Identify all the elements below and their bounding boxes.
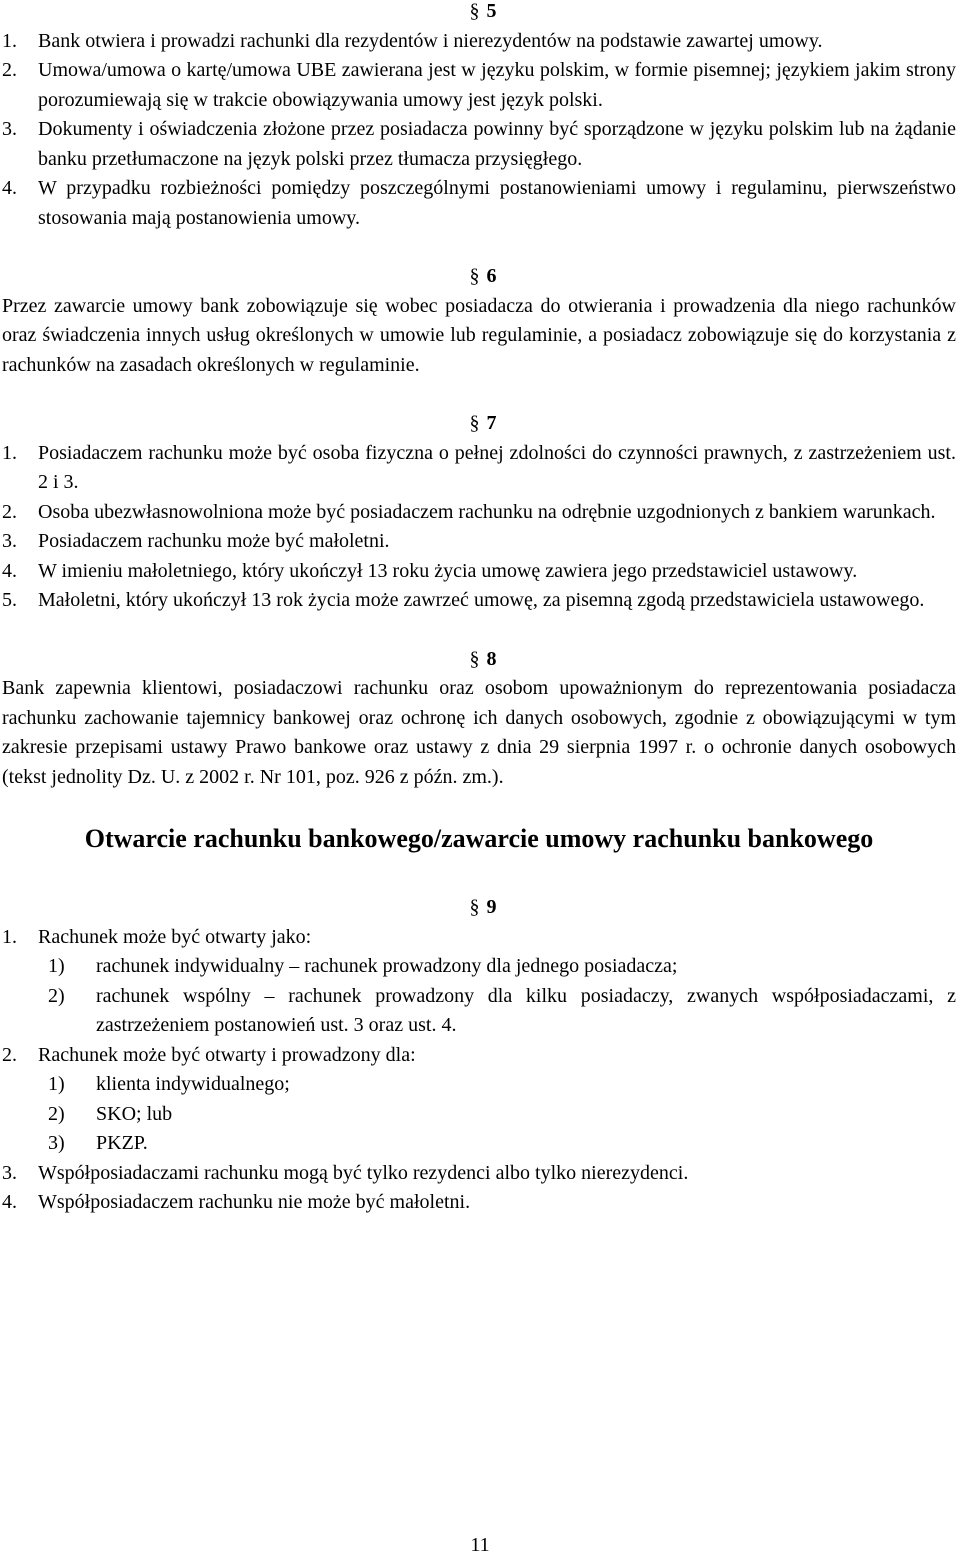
section-7-heading	[2, 409, 956, 439]
list-item	[2, 115, 956, 174]
list-item	[2, 923, 956, 953]
item-text: Bank otwiera i prowadzi rachunki dla rezydentów i nierezydentów na podstawie zawartej umowy.	[38, 29, 823, 52]
section-9-list	[2, 923, 956, 953]
page-number: 11	[470, 1534, 490, 1556]
list-item	[2, 56, 956, 115]
section-number: 9	[486, 896, 497, 918]
list-item	[2, 1159, 956, 1189]
item-number: 1.	[2, 29, 17, 52]
section-7-list	[2, 439, 956, 616]
list-item	[2, 498, 956, 528]
item-number: 3.	[2, 1161, 17, 1184]
item-text: Współposiadaczem rachunku nie może być małoletni.	[38, 1191, 471, 1213]
item-number: 2.	[2, 1043, 17, 1066]
section-symbol: §	[469, 647, 480, 670]
section-number: 8	[486, 647, 497, 670]
section-5-heading	[2, 0, 956, 27]
subitem-number: 3)	[48, 1132, 65, 1154]
item-text: Rachunek może być otwarty i prowadzony dla:	[38, 1043, 416, 1066]
list-item	[2, 174, 956, 233]
subitem-text: klienta indywidualnego;	[96, 1073, 290, 1095]
subitem-text: PKZP.	[96, 1132, 148, 1154]
subitem-text: SKO; lub	[96, 1102, 173, 1125]
item-number: 4.	[2, 559, 17, 582]
section-9-heading	[2, 893, 956, 923]
item-text: Osoba ubezwłasnowolniona może być posiadaczem rachunku na odrębnie uzgodnionych z bankiem warunkach.	[38, 500, 936, 523]
item-text: Rachunek może być otwarty jako:	[38, 925, 312, 948]
list-item	[2, 27, 956, 57]
section-9-item-2-sublist	[2, 1070, 956, 1159]
item-number: 5.	[2, 589, 17, 611]
sublist-item	[2, 982, 956, 1041]
item-text: Umowa/umowa o kartę/umowa UBE zawierana jest w języku polskim, w formie pisemnej; językiem jakim strony porozumiewają się w trakcie obowiązywania umowy jest język polski.	[38, 59, 956, 111]
item-number: 1.	[2, 441, 17, 464]
sublist-item	[2, 952, 956, 982]
list-item	[2, 527, 956, 557]
item-number: 4.	[2, 1191, 17, 1213]
item-number: 3.	[2, 530, 17, 552]
item-number: 1.	[2, 925, 17, 948]
sublist-item	[2, 1070, 956, 1100]
subitem-text: rachunek wspólny – rachunek prowadzony dla kilku posiadaczy, zwanych współposiadaczami, z zastrzeżeniem postanowień ust. 3 oraz ust. 4.	[96, 984, 956, 1036]
list-item	[2, 557, 956, 587]
chapter-title: Otwarcie rachunku bankowego/zawarcie umowy rachunku bankowego	[84, 824, 874, 853]
item-number: 3.	[2, 118, 17, 140]
section-8-heading	[2, 645, 956, 675]
item-text: W przypadku rozbieżności pomiędzy poszczególnymi postanowieniami umowy i regulaminu, pierwszeństwo stosowania mają postanowienia umowy.	[38, 177, 956, 229]
section-number: 6	[486, 265, 497, 287]
section-9-list-end	[2, 1159, 956, 1218]
section-symbol: §	[469, 0, 480, 22]
list-item	[2, 439, 956, 498]
item-text: Posiadaczem rachunku może być osoba fizyczna o pełnej zdolności do czynności prawnych, z zastrzeżeniem ust. 2 i 3.	[38, 441, 956, 493]
subitem-text: rachunek indywidualny – rachunek prowadzony dla jednego posiadacza;	[96, 955, 678, 977]
document-page	[2, 0, 956, 1218]
section-8-paragraph: Bank zapewnia klientowi, posiadaczowi rachunku oraz osobom upoważnionym do reprezentowania posiadacza rachunku zachowanie tajemnicy bankowej oraz ochronę ich danych osobowych, zgodnie z obowiązującymi w tym zakresie przepisami ustawy Prawo bankowe oraz ustawy z dnia 29 sierpnia 1997 r. o ochronie danych osobowych (tekst jednolity Dz. U. z 2002 r. Nr 101, poz. 926 z późn. zm.).	[2, 677, 956, 788]
list-item	[2, 1188, 956, 1218]
section-6-heading	[2, 262, 956, 292]
section-9-list-cont	[2, 1041, 956, 1071]
section-5-list	[2, 27, 956, 234]
section-symbol: §	[469, 896, 480, 918]
list-item	[2, 1041, 956, 1071]
section-number: 5	[486, 0, 497, 22]
item-number: 4.	[2, 177, 17, 199]
sublist-item	[2, 1100, 956, 1130]
subitem-number: 2)	[48, 1102, 65, 1125]
subitem-number: 2)	[48, 984, 65, 1007]
item-number: 2.	[2, 59, 17, 81]
item-text: Dokumenty i oświadczenia złożone przez posiadacza powinny być sporządzone w języku polskim lub na żądanie banku przetłumaczone na język polski przez tłumacza przysięgłego.	[38, 118, 956, 170]
item-text: Posiadaczem rachunku może być małoletni.	[38, 530, 390, 552]
section-symbol: §	[469, 412, 480, 434]
sublist-item	[2, 1129, 956, 1159]
section-number: 7	[486, 412, 497, 434]
item-text: W imieniu małoletniego, który ukończył 13 roku życia umowę zawiera jego przedstawiciel ustawowy.	[38, 559, 858, 582]
subitem-number: 1)	[48, 1073, 65, 1095]
section-symbol: §	[469, 265, 480, 287]
section-9-item-1-sublist	[2, 952, 956, 1041]
item-text: Współposiadaczami rachunku mogą być tylko rezydenci albo tylko nierezydenci.	[38, 1161, 689, 1184]
subitem-number: 1)	[48, 955, 65, 977]
item-text: Małoletni, który ukończył 13 rok życia może zawrzeć umowę, za pisemną zgodą przedstawiciela ustawowego.	[38, 589, 925, 611]
list-item	[2, 586, 956, 616]
section-6-paragraph: Przez zawarcie umowy bank zobowiązuje się wobec posiadacza do otwierania i prowadzenia dla niego rachunków oraz świadczenia innych usług określonych w umowie lub regulaminie, a posiadacz zobowiązuje się do korzystania z rachunków na zasadach określonych w regulaminie.	[2, 294, 956, 376]
item-number: 2.	[2, 500, 17, 523]
